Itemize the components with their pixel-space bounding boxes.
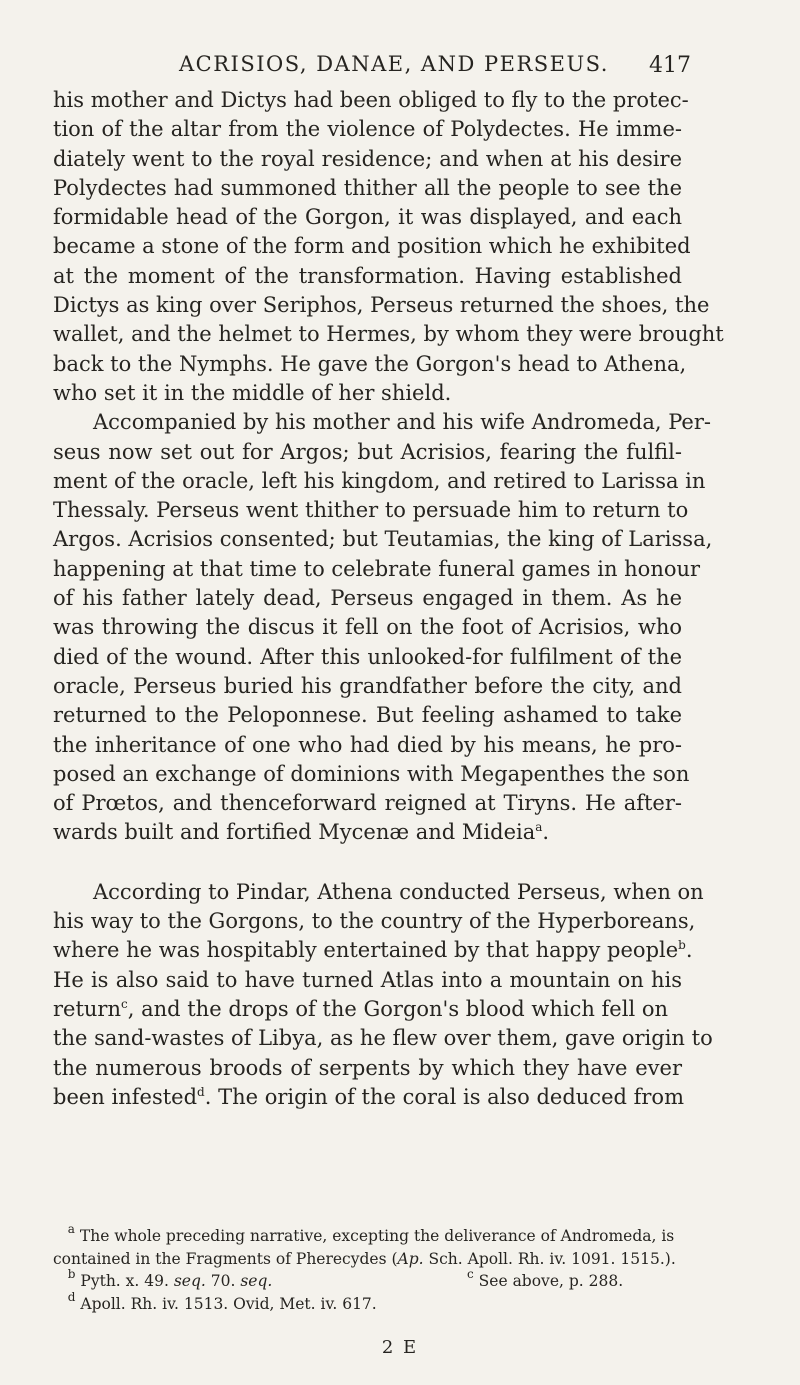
text-line: wallet, and the helmet to Hermes, by whom they were brought — [53, 322, 724, 347]
text-line — [53, 1083, 682, 1112]
text-line — [53, 995, 682, 1024]
body-text — [53, 86, 724, 1112]
text-line: formidable head of the Gorgon, it was displayed, and each — [53, 205, 682, 230]
footnote-c-text: See above, p. 288. — [478, 1272, 624, 1290]
text-line: ment of the oracle, left his kingdom, and retired to Larissa in — [53, 468, 706, 493]
footnote-c-marker: c — [467, 1267, 474, 1281]
footnote-marker-c[interactable]: c — [121, 996, 128, 1011]
text-line: Thessaly. Perseus went thither to persuade him to return to — [53, 498, 689, 523]
text-line: oracle, Perseus buried his grandfather before the city, and — [53, 673, 682, 698]
footnote-a-text-3: Sch. Apoll. Rh. iv. 1091. 1515.). — [423, 1249, 676, 1268]
footnote-a-continued — [53, 1248, 682, 1271]
text-line: his mother and Dictys had been obliged to fly to the protec- — [53, 88, 689, 112]
text-line: Polydectes had summoned thither all the people to see the — [53, 175, 682, 200]
text-line: wards built and fortified Mycenæ and Mideia$^a$. — [53, 820, 550, 845]
signature-mark: 2 E — [381, 1337, 419, 1358]
text-line: where he was hospitably entertained by that happy people$^b$. — [53, 938, 693, 963]
text-line: According to Pindar, Athena conducted Perseus, when on — [93, 879, 704, 904]
text-line: tion of the altar from the violence of Polydectes. He imme- — [53, 117, 682, 142]
footnote-a-marker: a — [67, 1222, 75, 1236]
footnotes — [53, 1222, 682, 1315]
text-line: Argos. Acrisios consented; but Teutamias, the king of Larissa, — [53, 527, 713, 552]
text-line: diately went to the royal residence; and when at his desire — [53, 146, 682, 171]
text-line: became a stone of the form and position which he exhibited — [53, 234, 691, 259]
footnote-a-text-2: contained in the Fragments of Pherecydes ( — [53, 1249, 398, 1268]
footnote-a — [53, 1222, 682, 1248]
footnote-c — [467, 1267, 624, 1293]
text-fragment: , and the drops of the Gorgon's blood which fell on — [127, 996, 669, 1021]
footnote-b-italic-2: seq. — [240, 1272, 273, 1290]
text-line: Accompanied by his mother and his wife Andromeda, Per- — [93, 410, 711, 435]
text-line: Dictys as king over Seriphos, Perseus returned the shoes, the — [53, 293, 710, 318]
text-line: happening at that time to celebrate funeral games in honour — [53, 556, 701, 581]
text-line: who set it in the middle of her shield. — [53, 380, 452, 405]
footnote-b-text-1: Pyth. x. 49. — [80, 1272, 174, 1290]
footnote-marker-d[interactable]: d — [197, 1084, 205, 1099]
footnote-d — [53, 1289, 682, 1316]
text-line: He is also said to have turned Atlas into a mountain on his — [53, 967, 682, 992]
text-line: of his father lately dead, Perseus engaged in them. As he — [53, 586, 682, 611]
text-line: back to the Nymphs. He gave the Gorgon's head to Athena, — [53, 351, 687, 376]
paragraph-gap — [53, 848, 682, 878]
text-line: was throwing the discus it fell on the foot of Acrisios, who — [53, 615, 682, 640]
text-line: the inheritance of one who had died by his means, he pro- — [53, 732, 682, 757]
running-title: ACRISIOS, DANAE, AND PERSEUS. — [178, 52, 609, 76]
footnote-d-text: Apoll. Rh. iv. 1513. Ovid, Met. iv. 617. — [80, 1294, 377, 1313]
text-line: the sand-wastes of Libya, as he flew over them, gave origin to — [53, 1026, 713, 1051]
footnote-row-bc — [53, 1267, 682, 1293]
footnote-a-italic: Ap. — [397, 1249, 424, 1268]
footnote-b-text-2: 70. — [205, 1272, 241, 1290]
footnote-b-italic-1: seq. — [173, 1272, 206, 1290]
text-line: seus now set out for Argos; but Acrisios, fearing the fulfil- — [53, 439, 682, 464]
footnote-marker-b[interactable]: b — [678, 938, 686, 953]
text-fragment: been infested — [53, 1084, 198, 1109]
footnote-marker-a[interactable]: a — [535, 820, 543, 835]
text-line: of Prœtos, and thenceforward reigned at Tiryns. He after- — [53, 791, 682, 816]
footnote-d-marker: d — [67, 1289, 76, 1304]
text-fragment: . The origin of the coral is also deduced from — [204, 1084, 684, 1109]
text-fragment: wards built and fortified Mycenæ and Mideia — [53, 820, 536, 845]
text-fragment: where he was hospitably entertained by that happy people — [53, 938, 679, 963]
text-line: posed an exchange of dominions with Megapenthes the son — [53, 761, 690, 786]
text-line: died of the wound. After this unlooked-for fulfilment of the — [53, 644, 682, 669]
footnote-a-text-1: The whole preceding narrative, excepting the deliverance of Andromeda, is — [79, 1227, 675, 1245]
text-line: returned to the Peloponnese. But feeling ashamed to take — [53, 703, 682, 728]
text-line: at the moment of the transformation. Having established — [53, 263, 682, 288]
page-number: 417 — [649, 53, 691, 78]
footnote-b-marker: b — [67, 1267, 76, 1281]
text-fragment: return — [53, 996, 121, 1021]
text-line: his way to the Gorgons, to the country of the Hyperboreans, — [53, 909, 696, 934]
text-line: the numerous broods of serpents by which they have ever — [53, 1055, 682, 1080]
